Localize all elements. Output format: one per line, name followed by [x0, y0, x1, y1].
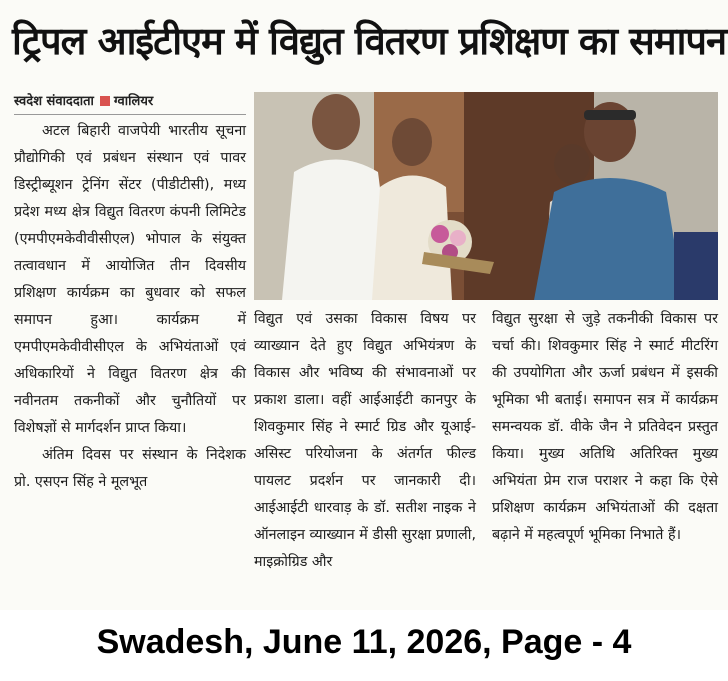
column-1-paragraph-2: अंतिम दिवस पर संस्थान के निदेशक प्रो. एसएन सिंह ने मूलभूत — [14, 447, 246, 490]
byline-marker-icon — [100, 96, 110, 106]
headline: ट्रिपल आईटीएम में विद्युत वितरण प्रशिक्षण का समापन — [12, 19, 727, 63]
source-caption: Swadesh, June 11, 2026, Page - 4 — [96, 623, 632, 661]
byline — [14, 90, 246, 115]
byline-reporter: स्वदेश संवाददाता — [14, 94, 94, 109]
news-photo — [254, 92, 718, 300]
article-column-1 — [14, 118, 246, 496]
photo-illustration — [254, 92, 718, 300]
column-2-text: विद्युत एवं उसका विकास विषय पर व्याख्यान देते हुए विद्युत अभियंत्रण के विकास और भविष्य की संभावनाओं पर प्रकाश डाला। वहीं आईआईटी कानपुर के शिवकुमार सिंह ने स्मार्ट ग्रिड और यूआई-असिस्ट परियोजना के अंतर्गत फील्ड पायलट प्रदर्शन पर जानकारी दी। आईआईटी धारवाड़ के डॉ. सतीश नाइक ने ऑनलाइन व्याख्यान में डीसी सुरक्षा प्रणाली, माइक्रोग्रिड और — [254, 311, 476, 570]
column-1-paragraph-1: अटल बिहारी वाजपेयी भारतीय सूचना प्रौद्योगिकी एवं प्रबंधन संस्थान एवं पावर डिस्ट्रीब्यूशन ट्रेनिंग सेंटर (पीडीटीसी), मध्य प्रदेश मध्य क्षेत्र विद्युत वितरण कंपनी लिमिटेड (एमपीएमकेवीवीसीएल) भोपाल के संयुक्त तत्वावधान में आयोजित तीन दिवसीय प्रशिक्षण कार्यक्रम का बुधवार को सफल समापन हुआ। कार्यक्रम में एमपीएमकेवीवीसीएल के अभियंताओं एवं अधिकारियों ने विद्युत वितरण क्षेत्र की नवीनतम तकनीकों और चुनौतियों पर विशेषज्ञों से मार्गदर्शन प्राप्त किया। — [14, 123, 246, 436]
byline-city: ग्वालियर — [113, 94, 154, 109]
article-column-3 — [492, 306, 718, 549]
article-column-2 — [254, 306, 476, 576]
column-3-text: विद्युत सुरक्षा से जुड़े तकनीकी विकास पर चर्चा की। शिवकुमार सिंह ने स्मार्ट मीटरिंग की उपयोगिता और ऊर्जा प्रबंधन में इसकी भूमिका भी बताई। समापन सत्र में कार्यक्रम समन्वयक डॉ. वीके जैन ने प्रतिवेदन प्रस्तुत किया। मुख्य अतिथि अतिरिक्त मुख्य अभियंता प्रेम राज पराशर ने कहा कि ऐसे प्रशिक्षण कार्यक्रम अभियंताओं की दक्षता बढ़ाने में महत्वपूर्ण भूमिका निभाते हैं। — [492, 311, 718, 543]
